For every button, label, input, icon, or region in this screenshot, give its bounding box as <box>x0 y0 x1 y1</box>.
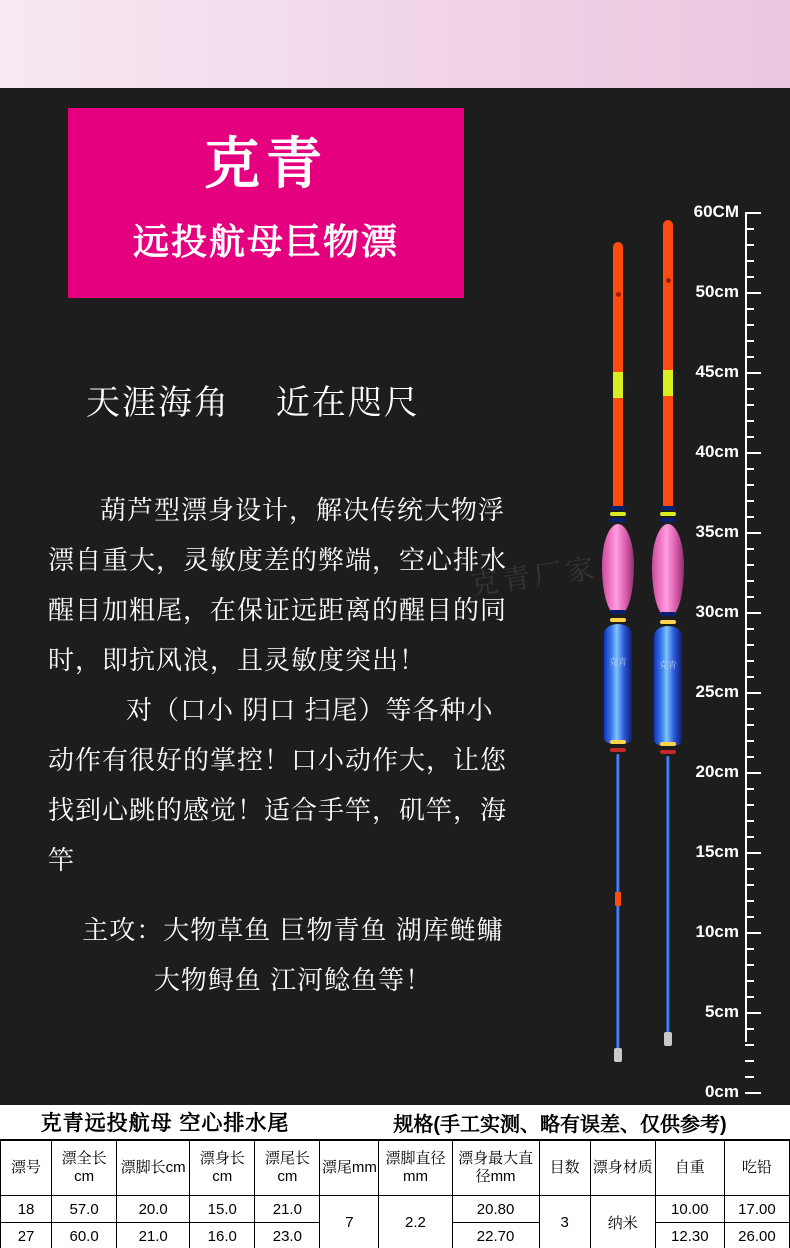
ruler-tick-minor <box>745 836 754 838</box>
ruler-tick-minor <box>745 260 754 262</box>
slogan-text: 天涯海角 近在咫尺 <box>86 384 420 422</box>
float-left-stem-mark <box>615 892 621 906</box>
ruler-tick-minor <box>745 964 754 966</box>
ruler-label: 45cm <box>695 362 739 381</box>
cell-no: 18 <box>1 1196 52 1223</box>
ruler-tick-minor <box>745 500 754 502</box>
ruler-tick-minor <box>745 468 754 470</box>
float-right-ring-6 <box>660 742 676 746</box>
product-subtitle: 远投航母巨物漂 <box>132 221 399 262</box>
ruler-tick-minor <box>745 676 754 678</box>
ruler-tick-major <box>745 292 761 294</box>
col-header-leg-length: 漂脚长cm <box>117 1141 190 1196</box>
cell-body-length: 15.0 <box>190 1196 255 1223</box>
ruler-label: 5cm <box>704 1002 739 1021</box>
col-header-weight: 自重 <box>655 1141 724 1196</box>
ruler-tick-minor <box>745 484 754 486</box>
ruler-tick-minor <box>745 564 754 566</box>
cell-leg-length: 20.0 <box>117 1196 190 1223</box>
cell-body-max-diameter: 22.70 <box>452 1223 539 1248</box>
cell-total-length: 60.0 <box>52 1223 117 1248</box>
ruler-label: 25cm <box>695 682 739 701</box>
ruler-tick-minor <box>745 420 754 422</box>
float-right-barrel-label: 克青 <box>658 660 677 670</box>
ruler-tick-major <box>745 932 761 934</box>
ruler-tick-minor <box>745 740 754 742</box>
ruler-tick-minor <box>745 1044 754 1046</box>
float-right-ring-5 <box>660 620 676 624</box>
ruler-label: 40cm <box>695 442 739 461</box>
float-left-ring-3 <box>610 518 626 522</box>
cell-tail-mm: 7 <box>320 1196 379 1248</box>
col-header-no: 漂号 <box>1 1141 52 1196</box>
ruler-tick-major <box>745 852 761 854</box>
float-left-tip-dot <box>616 292 621 297</box>
ruler-label: 0cm <box>704 1082 739 1101</box>
ruler-tick-major <box>745 452 761 454</box>
ruler-tick-minor <box>745 708 754 710</box>
cell-total-length: 57.0 <box>52 1196 117 1223</box>
float-left-barrel-label: 克青 <box>608 657 627 667</box>
cell-leg-length: 21.0 <box>117 1223 190 1248</box>
ruler-tick-minor <box>745 516 754 518</box>
ruler-tick-major <box>745 612 761 614</box>
float-right-ring-3 <box>660 518 676 522</box>
ruler-tick-minor <box>745 868 754 870</box>
float-right-tip-dot <box>666 278 671 283</box>
ruler-tick-minor <box>745 308 754 310</box>
cell-tail-length: 23.0 <box>255 1223 320 1248</box>
ruler-tick-minor <box>745 340 754 342</box>
float-right-ring-7 <box>660 750 676 754</box>
ruler-tick-minor <box>745 548 754 550</box>
ruler-tick-minor <box>745 788 754 790</box>
col-header-sections: 目数 <box>539 1141 590 1196</box>
float-left-ring-6 <box>610 740 626 744</box>
col-header-lead: 吃铅 <box>724 1141 789 1196</box>
float-left-tip-orange <box>613 242 623 372</box>
ruler-tick-minor <box>745 804 754 806</box>
ruler-tick-minor <box>745 980 754 982</box>
specification-section <box>0 1105 790 1248</box>
ruler-tick-minor <box>745 228 754 230</box>
float-right-ring-1 <box>660 506 676 510</box>
float-left-barrel <box>604 624 632 744</box>
ruler-tick-major <box>745 532 761 534</box>
cell-lead: 17.00 <box>724 1196 789 1223</box>
ruler-tick-minor <box>745 820 754 822</box>
ruler-label: 20cm <box>695 762 739 781</box>
ruler-label: 50cm <box>695 282 739 301</box>
float-right-tip-orange <box>663 220 673 370</box>
target-fish-line-1: 主攻：大物草鱼 巨物青鱼 湖库鲢鳙 <box>82 915 504 945</box>
target-fish-line-2: 大物鲟鱼 江河鲶鱼等！ <box>153 965 433 995</box>
ruler-tick-minor <box>745 244 754 246</box>
cell-tail-length: 21.0 <box>255 1196 320 1223</box>
spec-table <box>0 1140 790 1248</box>
ruler-tick-minor <box>745 948 754 950</box>
title-block <box>68 108 464 298</box>
float-left <box>598 242 638 1072</box>
description-paragraph-1: 葫芦型漂身设计，解决传统大物浮漂自重大，灵敏度差的弊端，空心排水醒目加粗尾，在保证远距离的醒目的同时，即抗风浪，且灵敏度突出！ <box>48 495 508 675</box>
measurement-ruler <box>693 202 789 1101</box>
cell-lead: 26.00 <box>724 1223 789 1248</box>
ruler-tick-minor <box>745 276 754 278</box>
cell-body-length: 16.0 <box>190 1223 255 1248</box>
cell-weight: 10.00 <box>655 1196 724 1223</box>
ruler-tick-minor <box>745 996 754 998</box>
float-left-ring-4 <box>610 610 626 614</box>
float-left-stem-cap <box>614 1048 622 1062</box>
spec-header-row <box>1 1141 790 1196</box>
ruler-tick-major <box>745 372 761 374</box>
target-fish-paragraph <box>48 905 538 1005</box>
ruler-tick-minor <box>745 660 754 662</box>
spec-header-right: 规格(手工实测、略有误差、仅供参考) <box>393 1113 727 1136</box>
spec-header-left: 克青远投航母 空心排水尾 <box>40 1112 290 1135</box>
ruler-tick-minor <box>745 324 754 326</box>
float-left-bulb <box>602 524 634 614</box>
ruler-tick-minor <box>745 388 754 390</box>
float-illustration <box>560 200 775 1060</box>
spec-header <box>0 1105 790 1140</box>
ruler-label: 30cm <box>695 602 739 621</box>
ruler-tick-minor <box>745 644 754 646</box>
ruler-tick-minor <box>745 724 754 726</box>
cell-body-max-diameter: 20.80 <box>452 1196 539 1223</box>
ruler-tick-major <box>745 1012 761 1014</box>
float-left-tip-yellow-band <box>613 372 623 398</box>
ruler-tick-minor <box>745 436 754 438</box>
spec-table-body <box>1 1196 790 1248</box>
product-title: 克青 <box>204 132 328 195</box>
float-left-ring-7 <box>610 748 626 752</box>
cell-no: 27 <box>1 1223 52 1248</box>
top-gradient-strip <box>0 0 790 88</box>
ruler-tick-minor <box>745 628 754 630</box>
ruler-tick-major <box>745 692 761 694</box>
col-header-body-length: 漂身长cm <box>190 1141 255 1196</box>
ruler-tick-minor <box>745 1028 754 1030</box>
ruler-tick-minor <box>745 404 754 406</box>
cell-leg-diameter: 2.2 <box>379 1196 452 1248</box>
ruler-tick-minor <box>745 596 754 598</box>
ruler-tick-major <box>745 212 761 214</box>
ruler-tick-minor <box>745 1060 754 1062</box>
ruler-tick-minor <box>745 916 754 918</box>
float-left-ring-1 <box>610 506 626 510</box>
cell-sections: 3 <box>539 1196 590 1248</box>
ruler-tick-minor <box>745 356 754 358</box>
ruler-tick-major <box>745 772 761 774</box>
ruler-tick-minor <box>745 1076 754 1078</box>
ruler-tick-minor <box>745 756 754 758</box>
float-left-tip-orange-lower <box>613 398 623 506</box>
float-right-ring-4 <box>660 612 676 616</box>
float-right-ring-2 <box>660 512 676 516</box>
description-paragraph-2: 对（口小 阴口 扫尾）等各种小动作有很好的掌控！口小动作大，让您找到心跳的感觉！适合手竿，矶竿，海竿 <box>48 695 508 875</box>
ruler-tick-minor <box>745 580 754 582</box>
ruler-tick-minor <box>745 900 754 902</box>
ruler-tick-major <box>745 1092 761 1094</box>
cell-weight: 12.30 <box>655 1223 724 1248</box>
col-header-body-max-diameter: 漂身最大直径mm <box>452 1141 539 1196</box>
float-left-ring-5 <box>610 618 626 622</box>
ruler-label: 10cm <box>695 922 739 941</box>
ruler-label: 35cm <box>695 522 739 541</box>
spec-table-head <box>1 1141 790 1196</box>
col-header-material: 漂身材质 <box>590 1141 655 1196</box>
float-right-stem <box>666 756 670 1038</box>
col-header-total-length: 漂全长cm <box>52 1141 117 1196</box>
ruler-label: 15cm <box>695 842 739 861</box>
ruler-label: 60CM <box>693 202 739 221</box>
col-header-tail-mm: 漂尾mm <box>320 1141 379 1196</box>
cell-material: 纳米 <box>590 1196 655 1248</box>
float-right-stem-cap <box>664 1032 672 1046</box>
col-header-leg-diameter: 漂脚直径mm <box>379 1141 452 1196</box>
float-right-tip-orange-lower <box>663 396 673 506</box>
table-row <box>1 1196 790 1223</box>
float-left-ring-2 <box>610 512 626 516</box>
ruler-tick-minor <box>745 884 754 886</box>
float-right-barrel <box>654 626 682 746</box>
float-right-tip-yellow-band <box>663 370 673 396</box>
col-header-tail-length: 漂尾长cm <box>255 1141 320 1196</box>
